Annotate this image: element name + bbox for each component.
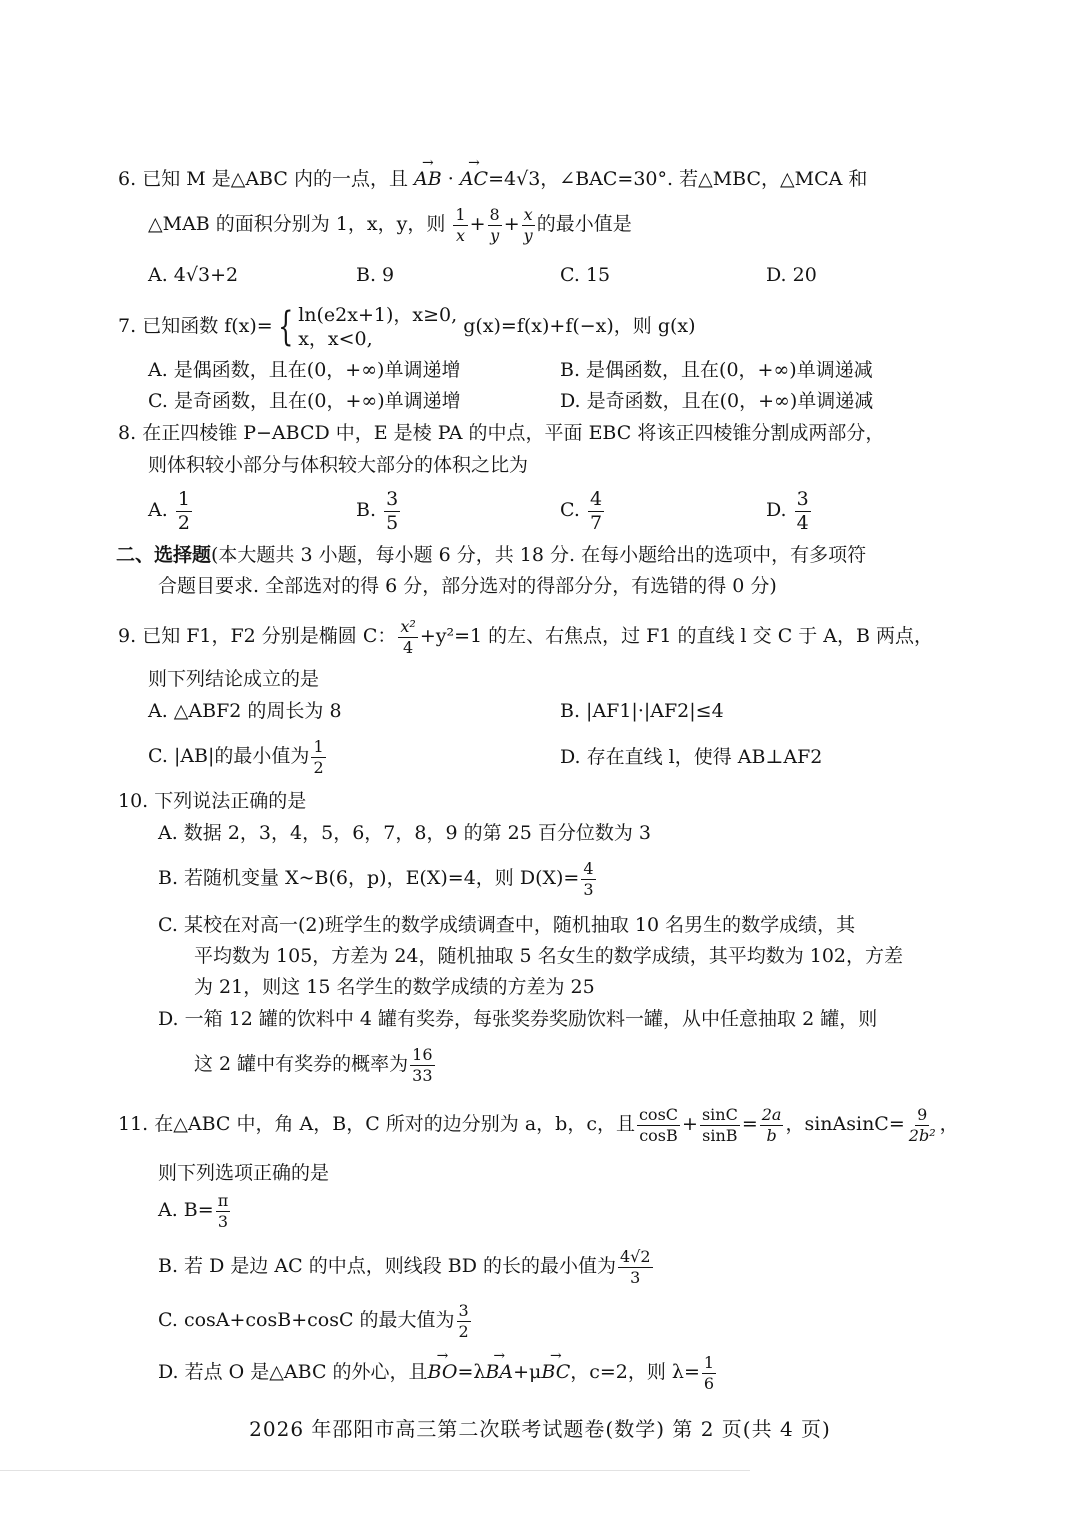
q11-option-a: A. B= $\frac{\pi}{3}$	[158, 1190, 229, 1231]
q6-line2: △MAB 的面积分别为 1，x，y，则 $\frac{1}{x}$ + $\frac{8}{y}$ + $\frac{x}{y}$ 的最小值是	[148, 204, 632, 245]
q8-line1: 8. 在正四棱锥 P−ABCD 中，E 是棱 PA 的中点，平面 EBC 将该正四棱锥分割成两部分，	[118, 422, 885, 444]
q8-option-d: D. $\frac{3}{4}$	[766, 487, 809, 534]
q6-option-c: C. 15	[560, 264, 611, 286]
q10-option-d-line1: D. 一箱 12 罐的饮料中 4 罐有奖券，每张奖券奖励饮料一罐，从中任意抽取 2 罐，则	[158, 1008, 878, 1030]
vector-bo: → BO	[428, 1348, 458, 1396]
q7-number: 7.	[118, 315, 137, 337]
q7-option-c: C. 是奇函数，且在(0，+∞)单调递增	[148, 390, 461, 412]
q7-option-a: A. 是偶函数，且在(0，+∞)单调递增	[148, 359, 461, 381]
q6-line1: 6. 已知 M 是△ABC 内的一点，且 → AB · → AC=4√3，∠BAC=30°. 若△MBC，△MCA 和	[118, 166, 867, 192]
piecewise-cases: ln(e2x+1)，x≥0, x，x<0,	[298, 304, 458, 350]
bottom-divider	[0, 1470, 750, 1471]
q6-option-a: A. 4√3+2	[148, 264, 239, 286]
q6-number: 6.	[118, 168, 137, 190]
q9-option-a: A. △ABF2 的周长为 8	[148, 700, 342, 722]
q7-option-d: D. 是奇函数，且在(0，+∞)单调递减	[560, 390, 874, 412]
vector-ab: → AB	[414, 166, 442, 192]
section-title: 二、选择题	[116, 544, 212, 566]
q11-number: 11.	[118, 1113, 149, 1135]
section-two-heading: 二、选择题(本大题共 3 小题，每小题 6 分，共 18 分. 在每小题给出的选项中，有多项符	[116, 544, 867, 566]
q9-line1: 9. 已知 F1，F2 分别是椭圆 C： $\frac{\text{x²}}{4}$ +y²=1 的左、右焦点，过 F1 的直线 l 交 C 于 A，B 两点，	[118, 616, 934, 657]
page-footer: 2026 年邵阳市高三第二次联考试题卷(数学) 第 2 页(共 4 页)	[249, 1417, 831, 1441]
q11-line1: 11. 在△ABC 中，角 A，B，C 所对的边分别为 a，b，c，且 $\frac{\cos C}{\cos B}$ + $\frac{\sin C}{\sin B}$ = $\frac{2a}{b}$ ，sinAsinC= $\frac{9}{\text{2b²}}$ ，	[118, 1104, 959, 1145]
q9-line2: 则下列结论成立的是	[148, 668, 320, 690]
q10-line1: 10. 下列说法正确的是	[118, 790, 307, 812]
q7-option-b: B. 是偶函数，且在(0，+∞)单调递减	[560, 359, 873, 381]
q11-option-b: B. 若 D 是边 AC 的中点，则线段 BD 的长的最小值为 $\frac{4√2}{3}$	[158, 1246, 651, 1287]
q9-option-c: C. |AB|的最小值为 $\frac{1}{2}$	[148, 736, 324, 777]
q10-option-c-line2: 平均数为 105，方差为 24，随机抽取 5 名女生的数学成绩，其平均数为 102，方差	[194, 945, 903, 967]
q11-option-c: C. cosA+cosB+cosC 的最大值为 $\frac{3}{2}$	[158, 1300, 469, 1341]
q10-number: 10.	[118, 790, 149, 812]
vector-ba: → BA	[485, 1348, 513, 1396]
q10-option-c-line3: 为 21，则这 15 名学生的数学成绩的方差为 25	[194, 976, 595, 998]
q6-option-d: D. 20	[766, 264, 817, 286]
fraction: $\frac{8}{y}$	[489, 204, 500, 245]
q10-option-d-line2: 这 2 罐中有奖券的概率为 $\frac{16}{33}$	[194, 1044, 433, 1085]
q10-option-a: A. 数据 2，3，4，5，6，7，8，9 的第 25 百分位数为 3	[158, 822, 651, 844]
q11-option-d: D. 若点 O 是△ABC 的外心，且→ BO=λ→ BA+μ→ BC，c=2，则 λ= $\frac{1}{6}$	[158, 1348, 718, 1396]
q11-line2: 则下列选项正确的是	[158, 1162, 330, 1184]
left-brace: {	[277, 304, 294, 350]
q8-option-a: A. $\frac{1}{2}$	[148, 487, 190, 534]
q9-option-b: B. |AF1|·|AF2|≤4	[560, 700, 724, 722]
q8-number: 8.	[118, 422, 137, 444]
q7-line1: 7. 已知函数 f(x)= { ln(e2x+1)，x≥0, x，x<0, g(x)=f(x)+f(−x)，则 g(x)	[118, 304, 696, 350]
q9-number: 9.	[118, 625, 137, 647]
fraction: $\frac{1}{x}$	[455, 204, 466, 245]
section-two-line2: 合题目要求. 全部选对的得 6 分，部分选对的得部分分，有选错的得 0 分)	[158, 575, 777, 597]
q9-option-d: D. 存在直线 l，使得 AB⊥AF2	[560, 746, 823, 768]
vector-bc: → BC	[541, 1348, 570, 1396]
q6-option-b: B. 9	[356, 264, 395, 286]
q8-option-b: B. $\frac{3}{5}$	[356, 487, 399, 534]
q8-line2: 则体积较小部分与体积较大部分的体积之比为	[148, 454, 529, 476]
q10-option-c-line1: C. 某校在对高一(2)班学生的数学成绩调查中，随机抽取 10 名男生的数学成绩，其	[158, 914, 856, 936]
vector-ac: → AC	[460, 166, 488, 192]
fraction: $\frac{x}{y}$	[523, 204, 533, 245]
q10-option-b: B. 若随机变量 X~B(6，p)，E(X)=4，则 D(X)= $\frac{4}{3}$	[158, 858, 594, 899]
q8-option-c: C. $\frac{4}{7}$	[560, 487, 603, 534]
